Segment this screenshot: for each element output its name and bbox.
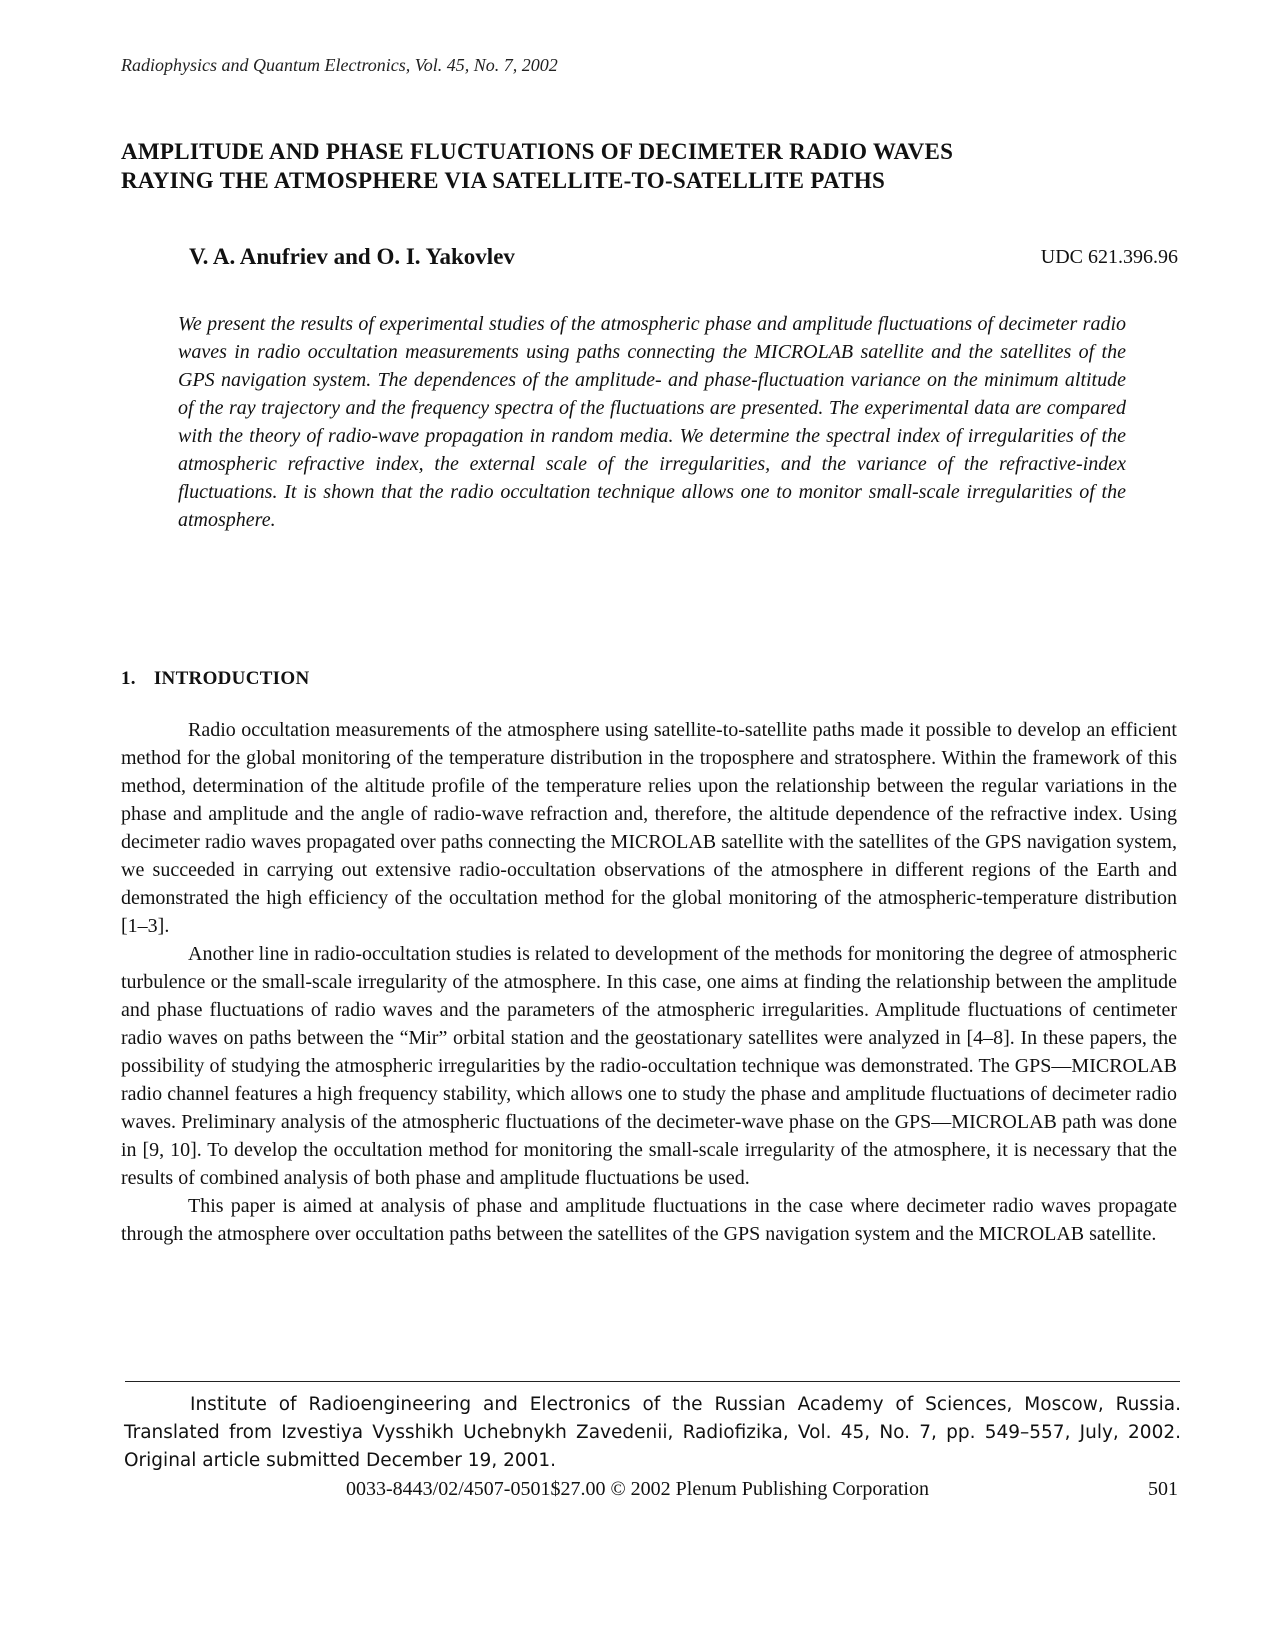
article-title xyxy=(121,137,1176,195)
paragraph-2: Another line in radio-occultation studies is related to development of the methods for monitoring the degree of atmospheric turbulence or the small-scale irregularity of the atmosphere. In this case, one aims at finding the relationship between the amplitude and phase fluctuations of radio waves and the parameters of the atmospheric irregularities. Amplitude fluctuations of centimeter radio waves on paths between the “Mir” orbital station and the geostationary satellites were analyzed in [4–8]. In these papers, the possibility of studying the atmospheric irregularities by the radio-occultation technique was demonstrated. The GPS—MICROLAB radio channel features a high frequency stability, which allows one to study the phase and amplitude fluctuations of decimeter radio waves. Preliminary analysis of the atmospheric fluctuations of the decimeter-wave phase on the GPS—MICROLAB path was done in [9, 10]. To develop the occultation method for monitoring the small-scale irregularity of the atmosphere, it is necessary that the results of combined analysis of both phase and amplitude fluctuations be used. xyxy=(121,943,1177,1189)
article-title-line-2: RAYING THE ATMOSPHERE VIA SATELLITE-TO-SATELLITE PATHS xyxy=(121,168,886,193)
journal-header: Radiophysics and Quantum Electronics, Vol. 45, No. 7, 2002 xyxy=(121,55,558,75)
authors: V. A. Anufriev and O. I. Yakovlev xyxy=(189,244,515,269)
udc-code: UDC 621.396.96 xyxy=(1040,246,1178,268)
abstract: We present the results of experimental studies of the atmospheric phase and amplitude fluctuations of decimeter radio waves in radio occultation measurements using paths connecting the MICROLAB satellite and the satellites of the GPS navigation system. The dependences of the amplitude- and phase-fluctuation variance on the minimum altitude of the ray trajectory and the frequency spectra of the fluctuations are presented. The experimental data are compared with the theory of radio-wave propagation in random media. We determine the spectral index of irregularities of the atmospheric refractive index, the external scale of the irregularities, and the variance of the refractive-index fluctuations. It is shown that the radio occultation technique allows one to monitor small-scale irregularities of the atmosphere. xyxy=(178,313,1126,531)
page-number: 501 xyxy=(1148,1478,1178,1500)
introduction-body xyxy=(121,716,1177,1248)
section-heading-introduction xyxy=(121,668,309,690)
affiliation-footnote: Institute of Radioengineering and Electronics of the Russian Academy of Sciences, Moscow, Russia. Translated from Izvestiya Vysshikh Uchebnykh Zavedenii, Radiofizika, Vol. 45, No. 7, pp. 549–557, July, 2002. Original article submitted December 19, 2001. xyxy=(124,1394,1181,1471)
section-title: INTRODUCTION xyxy=(153,668,310,689)
article-title-line-1: AMPLITUDE AND PHASE FLUCTUATIONS OF DECIMETER RADIO WAVES xyxy=(121,139,954,164)
paragraph-1: Radio occultation measurements of the atmosphere using satellite-to-satellite paths made it possible to develop an efficient method for the global monitoring of the temperature distribution in the troposphere and stratosphere. Within the framework of this method, determination of the altitude profile of the temperature relies upon the relationship between the regular variations in the phase and amplitude and the angle of radio-wave refraction and, therefore, the altitude dependence of the refractive index. Using decimeter radio waves propagated over paths connecting the MICROLAB satellite with the satellites of the GPS navigation system, we succeeded in carrying out extensive radio-occultation observations of the atmosphere in different regions of the Earth and demonstrated the high efficiency of the occultation method for the global monitoring of the atmospheric-temperature distribution [1–3]. xyxy=(121,719,1177,937)
section-number: 1. xyxy=(121,668,136,689)
copyright-line: 0033-8443/02/4507-0501$27.00 © 2002 Plenum Publishing Corporation xyxy=(346,1478,929,1500)
paragraph-3: This paper is aimed at analysis of phase and amplitude fluctuations in the case where decimeter radio waves propagate through the atmosphere over occultation paths between the satellites of the GPS navigation system and the MICROLAB satellite. xyxy=(121,1195,1177,1245)
footnote-divider xyxy=(125,1381,1180,1382)
